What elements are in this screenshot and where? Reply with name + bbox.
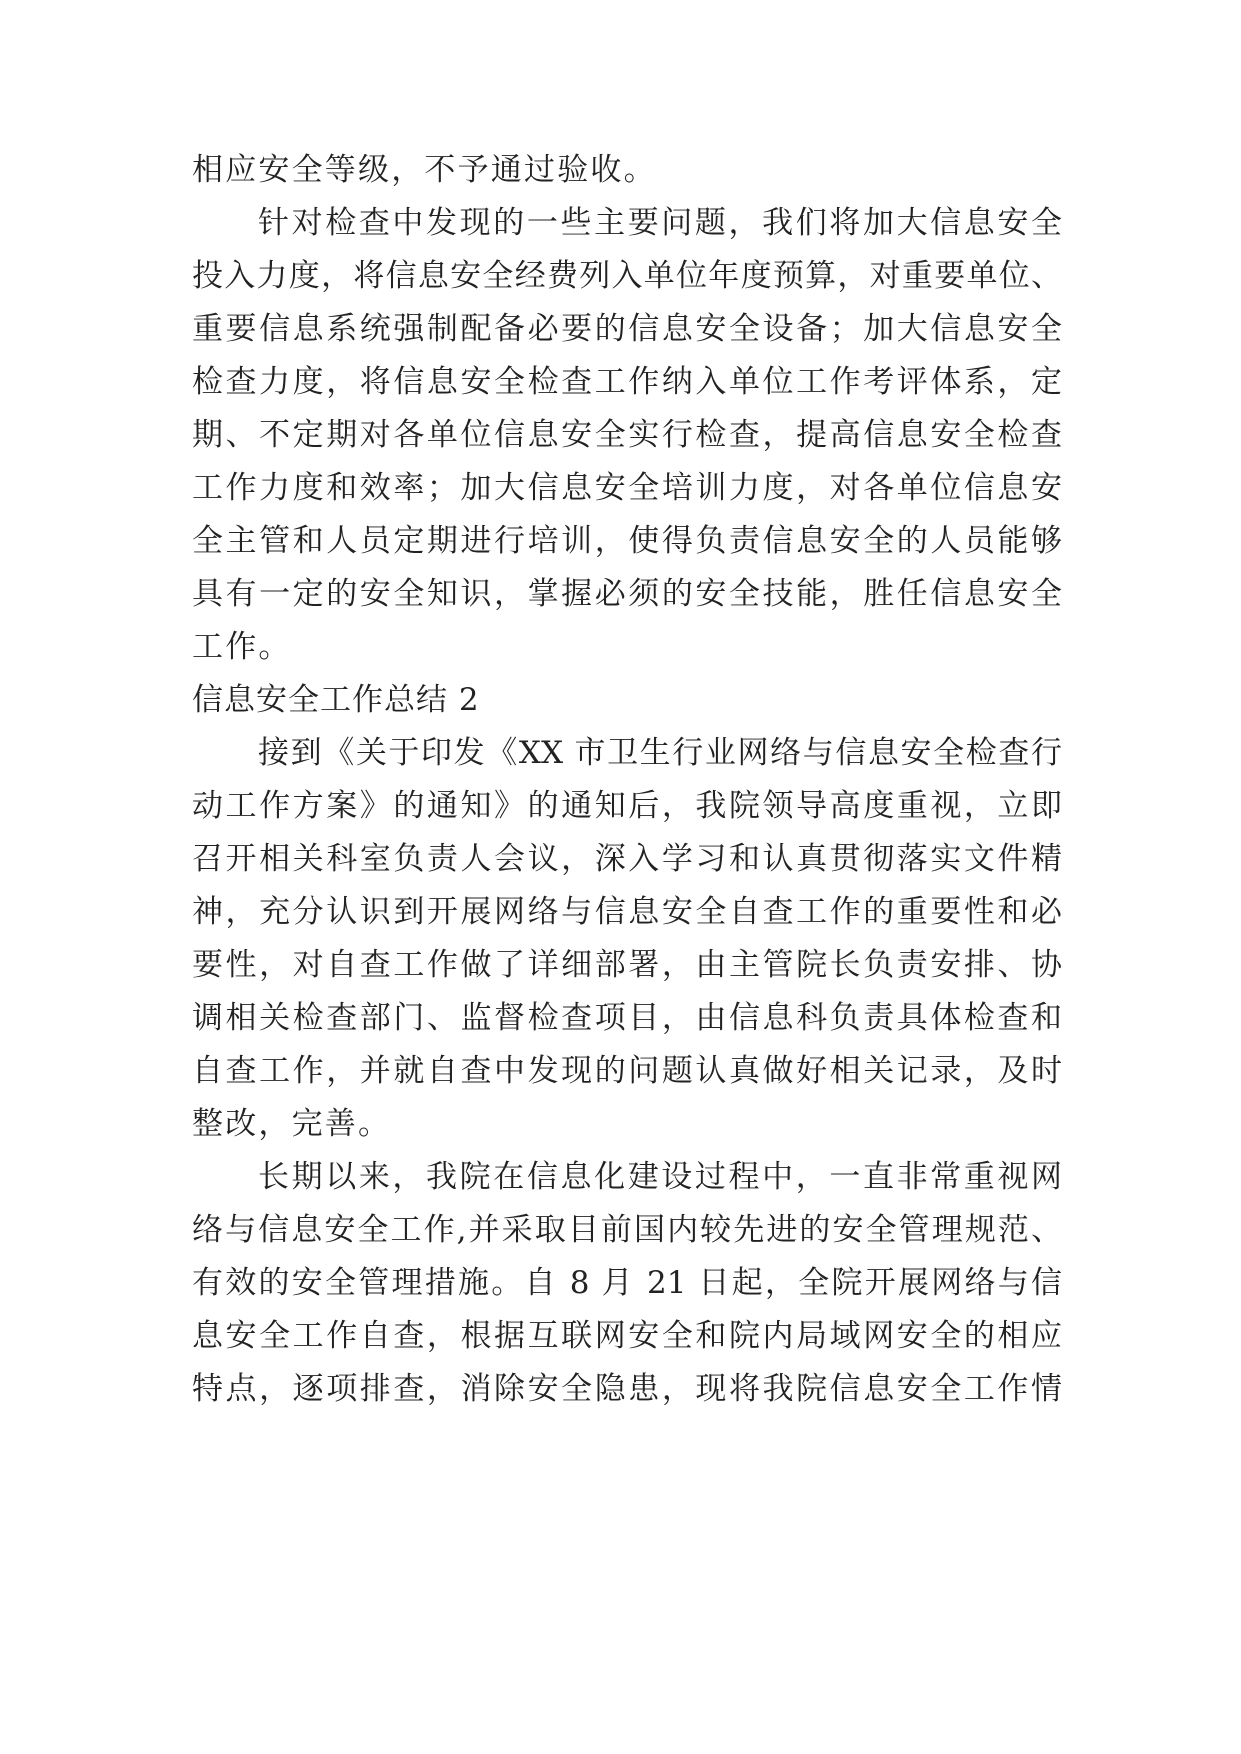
text-line: 要性，对自查工作做了详细部署，由主管院长负责安排、协 <box>192 947 1062 983</box>
text-line: 动工作方案》的通知》的通知后，我院领导高度重视，立即 <box>192 788 1062 824</box>
text-line: 有效的安全管理措施。自 8 月 21 日起，全院开展网络与信 <box>192 1265 1062 1301</box>
text-line: 召开相关科室负责人会议，深入学习和认真贯彻落实文件精 <box>192 841 1062 877</box>
text-line: 神，充分认识到开展网络与信息安全自查工作的重要性和必 <box>192 894 1062 930</box>
text-line: 重要信息系统强制配备必要的信息安全设备；加大信息安全 <box>192 311 1062 347</box>
text-line: 调相关检查部门、监督检查项目，由信息科负责具体检查和 <box>192 1000 1062 1036</box>
text-line: 具有一定的安全知识，掌握必须的安全技能，胜任信息安全 <box>192 576 1062 612</box>
text-line: 全主管和人员定期进行培训，使得负责信息安全的人员能够 <box>192 523 1062 559</box>
section-heading: 信息安全工作总结 2 <box>192 682 480 718</box>
text-line: 检查力度，将信息安全检查工作纳入单位工作考评体系，定 <box>192 364 1062 400</box>
text-line: 工作。 <box>192 629 292 665</box>
paragraph-first-line: 接到《关于印发《XX 市卫生行业网络与信息安全检查行 <box>258 735 1062 771</box>
paragraph-first-line: 长期以来，我院在信息化建设过程中，一直非常重视网 <box>258 1159 1062 1195</box>
text-line: 络与信息安全工作,并采取目前国内较先进的安全管理规范、 <box>192 1212 1062 1248</box>
text-line: 整改，完善。 <box>192 1106 392 1142</box>
text-line: 自查工作，并就自查中发现的问题认真做好相关记录，及时 <box>192 1053 1062 1089</box>
text-line: 期、不定期对各单位信息安全实行检查，提高信息安全检查 <box>192 417 1062 453</box>
text-line: 相应安全等级，不予通过验收。 <box>192 152 657 188</box>
text-line: 息安全工作自查，根据互联网安全和院内局域网安全的相应 <box>192 1318 1062 1354</box>
paragraph-first-line: 针对检查中发现的一些主要问题，我们将加大信息安全 <box>258 205 1062 241</box>
text-line: 投入力度，将信息安全经费列入单位年度预算，对重要单位、 <box>192 258 1062 294</box>
text-line: 特点，逐项排查，消除安全隐患，现将我院信息安全工作情 <box>192 1371 1062 1407</box>
text-line: 工作力度和效率；加大信息安全培训力度，对各单位信息安 <box>192 470 1062 506</box>
